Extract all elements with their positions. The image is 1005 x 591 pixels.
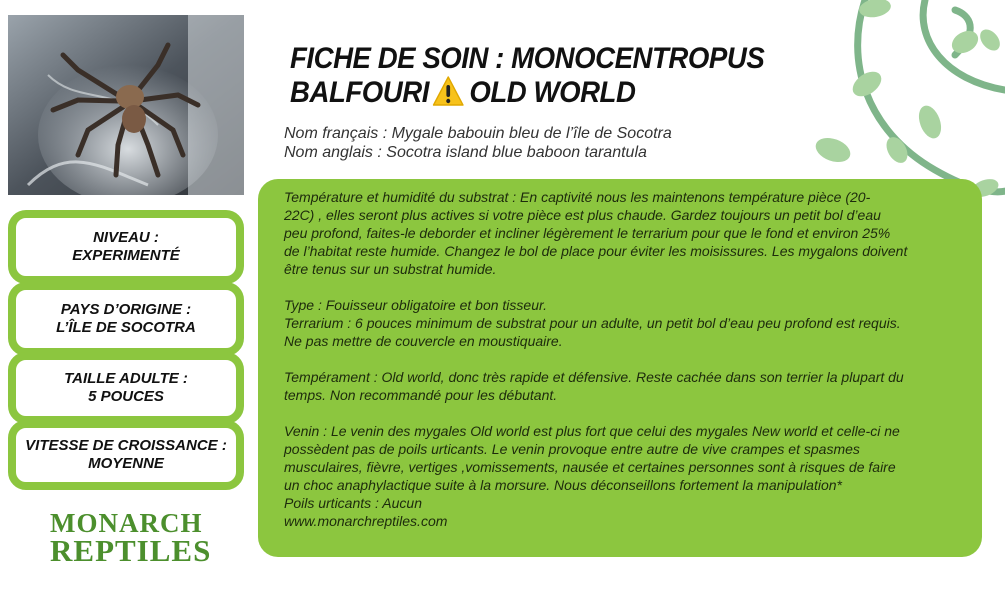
level-pill <box>8 210 244 284</box>
terrarium-text: Terrarium : 6 pouces minimum de substrat pour un adulte, un petit bol d’eau peu profond est requis. Ne pas mettre de couvercle en moustiquaire. <box>284 315 901 349</box>
website-link[interactable]: www.monarchreptiles.com <box>284 513 448 529</box>
logo-line-2: REPTILES <box>50 533 212 568</box>
title-old-world: OLD WORLD <box>469 76 636 109</box>
level-label: NIVEAU : <box>93 229 159 246</box>
type-text: Type : Fouisseur obligatoire et bon tisseur. <box>284 297 548 313</box>
common-names <box>284 124 884 162</box>
french-name: Nom français : Mygale babouin bleu de l’île de Socotra <box>284 125 672 142</box>
tarantula-photo <box>8 15 244 195</box>
title-line-1: FICHE DE SOIN : MONOCENTROPUS <box>290 42 765 75</box>
english-name: Nom anglais : Socotra island blue baboon tarantula <box>284 144 647 161</box>
origin-label: PAYS D’ORIGINE : <box>60 301 192 318</box>
adult-size-value: 5 POUCES <box>88 388 164 405</box>
venom-text: Venin : Le venin des mygales Old world est plus fort que celui des mygales New world et celle-ci ne possèdent pas de poils urticants. Le venin provoque entre autre de vive crampes et spasmes musculaires, fièvre, vertiges ,vomissements, nausée et certaines personnes sont à risques de faire un choc anaphylactique suite à la morsure. Nous déconseillons fortement la manipulation* <box>284 423 900 493</box>
title-species: BALFOURI <box>290 76 429 109</box>
monarch-reptiles-logo <box>50 508 212 568</box>
growth-speed-pill <box>8 420 244 490</box>
title-line-2 <box>290 76 805 110</box>
adult-size-pill <box>8 352 244 424</box>
temperature-humidity-text: Température et humidité du substrat : En captivité nous les maintenons température pièce (20- 22C) , elles seront plus actives si votre pièce est plus chaude. Gardez toujours un petit bol d’eau peu profond, faites-le deborder et incliner légèrement le terrarium pour que le fond et environ 25% de l’habitat reste humide. Changez le bol de place pour éviter les moisissures. Les mygalons doivent être tenus sur un substrat humide. <box>284 189 908 277</box>
warning-icon <box>433 76 464 106</box>
care-sheet-content <box>258 179 982 557</box>
growth-speed-value: MOYENNE <box>88 455 164 472</box>
growth-speed-label: VITESSE DE CROISSANCE : <box>25 437 227 454</box>
origin-value: L’ÎLE DE SOCOTRA <box>56 319 196 336</box>
adult-size-label: TAILLE ADULTE : <box>64 370 188 387</box>
logo-line-1: MONARCH <box>50 508 203 538</box>
urticating-hairs-text: Poils urticants : Aucun <box>284 495 422 511</box>
origin-pill <box>8 282 244 356</box>
page-title <box>290 42 805 110</box>
temperament-text: Tempérament : Old world, donc très rapide et défensive. Reste cachée dans son terrier la plupart du temps. Non recommandé pour les débutant. <box>284 369 904 403</box>
level-value: EXPERIMENTÉ <box>72 247 180 264</box>
